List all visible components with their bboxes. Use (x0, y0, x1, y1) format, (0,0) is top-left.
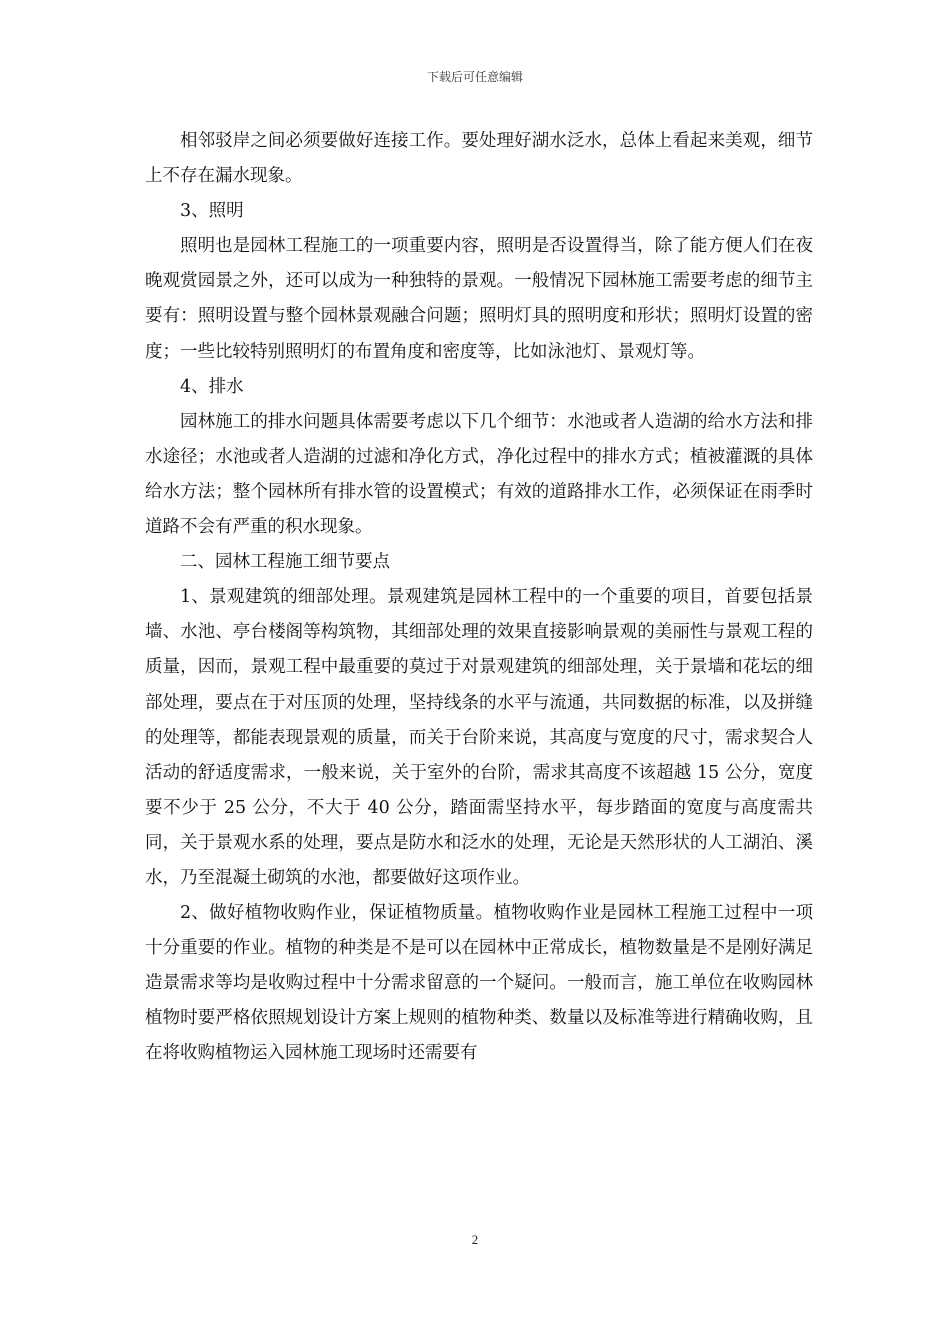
page-header: 下载后可任意编辑 (426, 70, 523, 84)
paragraph: 园林施工的排水问题具体需要考虑以下几个细节：水池或者人造湖的给水方法和排水途径；水池或者人造湖的过滤和净化方式，净化过程中的排水方式；植被灌溉的具体给水方法；整个园林所有排水管的设置模式；有效的道路排水工作，必须保证在雨季时道路不会有严重的积水现象。 (145, 411, 813, 538)
section-heading: 4、排水 (180, 376, 244, 397)
paragraph: 照明也是园林工程施工的一项重要内容，照明是否设置得当，除了能方便人们在夜晚观赏园景之外，还可以成为一种独特的景观。一般情况下园林施工需要考虑的细节主要有：照明设置与整个园林景观融合问题；照明灯具的照明度和形状；照明灯设置的密度；一些比较特别照明灯的布置角度和密度等，比如泳池灯、景观灯等。 (145, 236, 813, 362)
paragraph: 2、做好植物收购作业，保证植物质量。植物收购作业是园林工程施工过程中一项十分重要的作业。植物的种类是不是可以在园林中正常成长，植物数量是不是刚好满足造景需求等均是收购过程中十分需求留意的一个疑问。一般而言，施工单位在收购园林植物时要严格依照规划设计方案上规则的植物种类、数量以及标准等进行精确收购，且在将收购植物运入园林施工现场时还需要有 (145, 903, 813, 1064)
section-heading: 二、园林工程施工细节要点 (180, 552, 390, 573)
page-number: 2 (471, 1232, 479, 1247)
paragraph: 相邻驳岸之间必须要做好连接工作。要处理好湖水泛水，总体上看起来美观，细节上不存在漏水现象。 (145, 131, 813, 187)
body-text (145, 124, 813, 1072)
section-heading: 3、照明 (180, 201, 244, 222)
paragraph: 1、景观建筑的细部处理。景观建筑是园林工程中的一个重要的项目，首要包括景墙、水池、亭台楼阁等构筑物，其细部处理的效果直接影响景观的美丽性与景观工程的质量，因而，景观工程中最重要的莫过于对景观建筑的细部处理，关于景墙和花坛的细部处理，要点在于对压顶的处理，坚持线条的水平与流通，共同数据的标准，以及拼缝的处理等，都能表现景观的质量，而关于台阶来说，其高度与宽度的尺寸，需求契合人活动的舒适度需求，一般来说，关于室外的台阶，需求其高度不该超越 15 公分，宽度要不少于 25 公分，不大于 40 公分，踏面需坚持水平，每步踏面的宽度与高度需共同，关于景观水系的处理，要点是防水和泛水的处理，无论是天然形状的人工湖泊、溪水，乃至混凝土砌筑的水池，都要做好这项作业。 (145, 587, 813, 888)
